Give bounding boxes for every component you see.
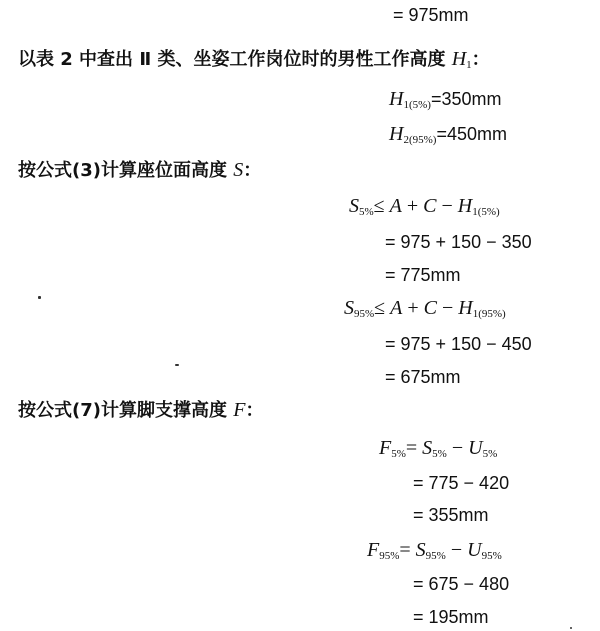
scan-speck xyxy=(38,296,41,299)
variable-s: S xyxy=(344,297,354,319)
operator-plus: + xyxy=(402,297,424,319)
variable-a: A xyxy=(390,297,403,319)
variable-subscript: 95% xyxy=(425,550,446,562)
paragraph-colon: ： xyxy=(245,400,264,421)
operator-leq: ≤ xyxy=(374,297,391,319)
paragraph-colon: ： xyxy=(471,49,490,70)
variable-h: H xyxy=(458,297,473,319)
variable-f: F xyxy=(233,399,246,421)
variable-c: C xyxy=(423,195,437,217)
operator-equals: = xyxy=(399,539,416,561)
variable-f: F xyxy=(379,437,392,459)
paragraph-text: 按公式(3)计算座位面高度 xyxy=(18,160,234,181)
equation-s95 xyxy=(344,295,506,327)
equation-value: =450mm xyxy=(436,124,507,144)
scan-speck xyxy=(175,364,179,366)
paragraph-colon: ： xyxy=(243,160,262,181)
variable-h: H xyxy=(451,48,467,70)
variable-a: A xyxy=(389,195,402,217)
result-line-975: = 975mm xyxy=(393,5,469,25)
variable-u: U xyxy=(467,539,482,561)
equation-value: =350mm xyxy=(430,89,502,109)
variable-subscript: 5% xyxy=(391,448,406,460)
operator-minus: − xyxy=(445,539,468,561)
variable-h: H xyxy=(457,195,473,217)
equation-result-675: = 675mm xyxy=(385,367,461,387)
variable-subscript: 1(95%) xyxy=(472,308,506,320)
operator-minus: − xyxy=(436,195,458,217)
equation-result-775: = 775mm xyxy=(385,265,461,285)
variable-h: H xyxy=(389,123,404,145)
variable-subscript: 5% xyxy=(432,448,447,460)
variable-subscript: 95% xyxy=(379,550,400,562)
variable-u: U xyxy=(468,437,483,459)
equation-result-355: = 355mm xyxy=(413,505,489,525)
operator-minus: − xyxy=(437,297,459,319)
variable-f: F xyxy=(367,539,380,561)
variable-subscript: 5% xyxy=(359,206,374,218)
variable-subscript: 95% xyxy=(354,308,375,320)
paragraph-seat-height xyxy=(18,157,261,184)
paragraph-foot-support xyxy=(18,397,263,424)
equation-h2-95 xyxy=(389,121,507,153)
variable-s: S xyxy=(233,159,244,181)
equation-step-775-420: = 775 − 420 xyxy=(413,473,510,493)
variable-subscript: 1(5%) xyxy=(403,99,431,111)
equation-h1-5 xyxy=(389,86,502,118)
variable-subscript: 1 xyxy=(466,59,472,71)
variable-s: S xyxy=(349,195,359,217)
operator-minus: − xyxy=(446,437,469,459)
variable-subscript: 1(5%) xyxy=(472,206,500,218)
variable-s: S xyxy=(422,437,433,459)
equation-step-675-480: = 675 − 480 xyxy=(413,574,510,594)
variable-subscript: 95% xyxy=(481,550,502,562)
paragraph-text: 按公式(7)计算脚支撑高度 xyxy=(18,400,234,421)
equation-s5 xyxy=(349,193,500,225)
equation-step-975-150-450: = 975 + 150 − 450 xyxy=(385,334,532,354)
equation-result-195: = 195mm xyxy=(413,607,489,627)
variable-c: C xyxy=(423,297,437,319)
variable-h: H xyxy=(389,88,404,110)
variable-subscript: 2(95%) xyxy=(403,134,437,146)
variable-subscript: 5% xyxy=(482,448,498,460)
operator-equals: = xyxy=(405,437,423,459)
equation-f95 xyxy=(367,537,502,569)
equation-step-975-150-350: = 975 + 150 − 350 xyxy=(385,232,532,252)
paragraph-table-lookup xyxy=(18,46,490,78)
operator-leq: ≤ xyxy=(373,195,390,217)
equation-f5 xyxy=(379,435,497,467)
operator-plus: + xyxy=(401,195,424,217)
paragraph-text: 以表 2 中查出 Ⅱ 类、坐姿工作岗位时的男性工作高度 xyxy=(18,49,452,70)
scan-speck xyxy=(570,627,572,629)
variable-s: S xyxy=(415,539,426,561)
